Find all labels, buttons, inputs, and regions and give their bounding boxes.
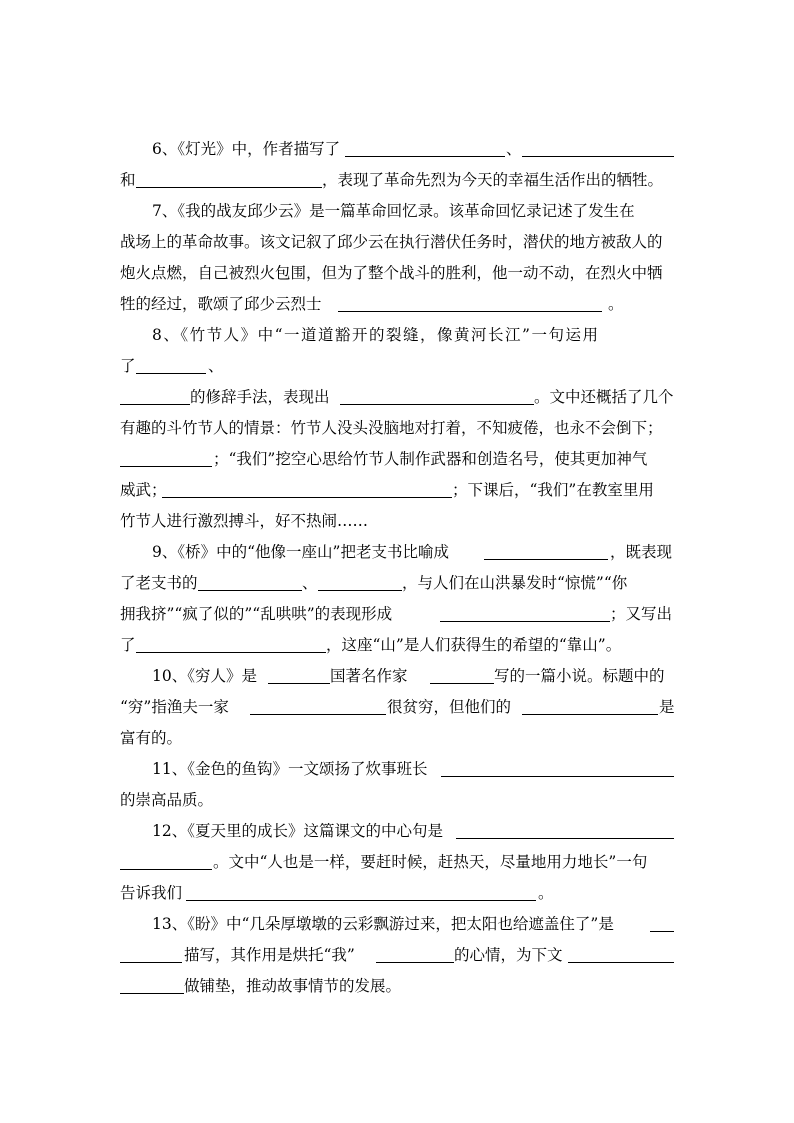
q12-line-2 <box>0 850 794 874</box>
q13-blank-5[interactable] <box>120 993 184 994</box>
q8-blank-2[interactable] <box>120 404 190 405</box>
q8-text-5: ；“我们”挖空心思给竹节人制作武器和创造名号，使其更加神气 <box>213 450 648 468</box>
q6-he: 和 <box>120 171 136 189</box>
q8-line-2 <box>0 354 794 378</box>
q13-blank-3[interactable] <box>376 962 454 963</box>
q12-text-1: 12、《夏天里的成长》这篇课文的中心句是 <box>152 822 443 840</box>
q8-text-4: 有趣的斗竹节人的情景：竹节人没头没脑地对打着，不知疲倦，也永不会倒下； <box>120 419 663 437</box>
q8-text-7: 竹节人进行激烈搏斗，好不热闹…… <box>120 512 369 530</box>
q9-text-4: ，这座“山”是人们获得生的希望的“靠山”。 <box>326 636 622 654</box>
q9-text-3b: ；又写出 <box>610 605 673 623</box>
q6-text-2: ，表现了革命先烈为今天的幸福生活作出的牺牲。 <box>322 171 664 189</box>
q9-text-2: 了老支书的 <box>120 574 198 592</box>
q10-text-2c: 是 <box>659 698 675 716</box>
q7-text-3: 炮火点燃，自己被烈火包围，但为了整个战斗的胜利，他一动不动，在烈火中牺 <box>120 264 663 282</box>
q9-text-3: 拥我挤”“疯了似的”“乱哄哄”的表现形成 <box>120 605 393 623</box>
q8-blank-4[interactable] <box>120 466 212 467</box>
q6-blank-1[interactable] <box>345 156 505 157</box>
q10-blank-4[interactable] <box>522 714 658 715</box>
q9-blank-3[interactable] <box>318 590 402 591</box>
q11-blank-1[interactable] <box>441 776 674 777</box>
q10-blank-3[interactable] <box>250 714 386 715</box>
q12-blank-1[interactable] <box>456 838 674 839</box>
q11-line-2 <box>0 788 794 812</box>
q9-blank-4[interactable] <box>440 621 610 622</box>
q8-text-1: 8、《竹节人》中“一道道豁开的裂缝，像黄河长江”一句运用 <box>152 326 600 344</box>
q7-line-3 <box>0 261 794 285</box>
q13-blank-2[interactable] <box>120 962 182 963</box>
q9-text-1: 9、《桥》中的“他像一座山”把老支书比喻成 <box>152 543 449 561</box>
q8-line-5 <box>0 447 794 471</box>
q8-line-6 <box>0 478 794 502</box>
q7-line-1 <box>0 199 794 223</box>
q6-sep: 、 <box>506 140 522 158</box>
q12-blank-3[interactable] <box>186 900 536 901</box>
q9-text-2b: ，与人们在山洪暴发时“惊慌”“你 <box>402 574 628 592</box>
q12-text-2: 。文中“人也是一样，要赶时候，赶热天，尽量地用力地长”一句 <box>213 853 648 871</box>
q10-text-1b: 国著名作家 <box>330 667 408 685</box>
q8-line-7 <box>0 509 794 533</box>
q10-blank-2[interactable] <box>430 683 494 684</box>
q13-text-2: 描写，其作用是烘托“我” <box>184 946 355 964</box>
q9-le: 了 <box>120 636 136 654</box>
q8-blank-3[interactable] <box>340 404 534 405</box>
q6-blank-2[interactable] <box>522 156 674 157</box>
q8-text-6b: ；下课后，“我们”在教室里用 <box>452 481 654 499</box>
q12-line-3 <box>0 881 794 905</box>
q10-line-2 <box>0 695 794 719</box>
q12-blank-2[interactable] <box>120 869 212 870</box>
q9-line-1 <box>0 540 794 564</box>
q8-text-6: 威武； <box>120 481 167 499</box>
q8-sep: 、 <box>208 357 224 375</box>
q9-line-2 <box>0 571 794 595</box>
q7-end: 。 <box>608 295 624 313</box>
q12-text-3: 告诉我们 <box>120 884 183 902</box>
q9-blank-5[interactable] <box>136 652 326 653</box>
q9-line-4 <box>0 633 794 657</box>
q13-text-3: 做铺垫，推动故事情节的发展。 <box>184 977 402 995</box>
q13-text-2b: 的心情，为下文 <box>454 946 563 964</box>
q7-line-4 <box>0 292 794 316</box>
q8-text-3: 的修辞手法，表现出 <box>190 388 330 406</box>
q8-blank-1[interactable] <box>136 373 206 374</box>
q9-text-1b: ，既表现 <box>610 543 673 561</box>
q12-end: 。 <box>538 884 554 902</box>
q8-text-3b: 。文中还概括了几个 <box>534 388 674 406</box>
q9-sep: 、 <box>302 574 318 592</box>
q9-blank-1[interactable] <box>484 559 608 560</box>
q10-line-3 <box>0 726 794 750</box>
q8-line-4 <box>0 416 794 440</box>
q10-line-1 <box>0 664 794 688</box>
q7-text-4: 牲的经过，歌颂了邱少云烈士 <box>120 295 322 313</box>
q11-text-2: 的崇高品质。 <box>120 791 214 809</box>
q11-text-1: 11、《金色的鱼钩》一文颂扬了炊事班长 <box>152 760 428 778</box>
q13-blank-4[interactable] <box>568 962 674 963</box>
q10-text-3: 富有的。 <box>120 729 183 747</box>
q13-blank-1[interactable] <box>650 931 674 932</box>
q8-line-1 <box>0 323 794 347</box>
q8-line-3 <box>0 385 794 409</box>
q7-blank-1[interactable] <box>338 311 602 312</box>
q13-line-3 <box>0 974 794 998</box>
q8-blank-5[interactable] <box>162 497 452 498</box>
q9-line-3 <box>0 602 794 626</box>
q6-line-2 <box>0 168 794 192</box>
q10-text-2b: 很贫穷，但他们的 <box>387 698 512 716</box>
q6-line-1 <box>0 137 794 161</box>
q13-text-1: 13、《盼》中“几朵厚墩墩的云彩飘游过来，把太阳也给遮盖住了”是 <box>152 915 614 933</box>
q10-blank-1[interactable] <box>268 683 330 684</box>
q10-text-2: “穷”指渔夫一家 <box>120 698 229 716</box>
q9-blank-2[interactable] <box>198 590 302 591</box>
q11-line-1 <box>0 757 794 781</box>
q10-text-1: 10、《穷人》是 <box>152 667 257 685</box>
q7-text-1: 7、《我的战友邱少云》是一篇革命回忆录。该革命回忆录记述了发生在 <box>152 202 635 220</box>
q7-text-2: 战场上的革命故事。该文记叙了邱少云在执行潜伏任务时，潜伏的地方被敌人的 <box>120 233 663 251</box>
q10-text-1c: 写的一篇小说。标题中的 <box>494 667 665 685</box>
q8-le: 了 <box>120 357 136 375</box>
q7-line-2 <box>0 230 794 254</box>
q6-blank-3[interactable] <box>136 187 322 188</box>
q13-line-2 <box>0 943 794 967</box>
q6-text: 6、《灯光》中，作者描写了 <box>152 140 341 158</box>
q12-line-1 <box>0 819 794 843</box>
q13-line-1 <box>0 912 794 936</box>
